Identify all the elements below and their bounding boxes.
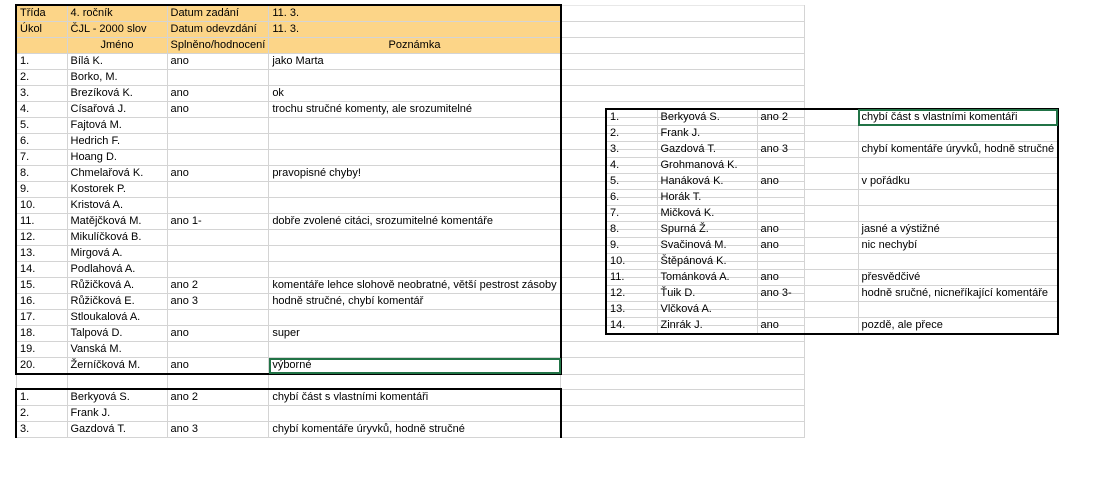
column-header-note[interactable]: Poznámka (269, 38, 561, 54)
row-number-cell[interactable]: 20. (16, 358, 67, 375)
note-cell[interactable] (269, 134, 561, 150)
cell-task-label[interactable]: Úkol (16, 22, 67, 38)
student-name-cell[interactable]: Gazdová T. (657, 142, 757, 158)
completed-cell[interactable]: ano 3 (167, 294, 269, 310)
row-number-cell[interactable]: 2. (606, 126, 657, 142)
cell-class-value[interactable]: 4. ročník (67, 5, 167, 22)
table-row (16, 86, 805, 102)
row-number-cell[interactable]: 4. (606, 158, 657, 174)
completed-cell[interactable]: ano 2 (757, 109, 858, 126)
row-number-cell[interactable]: 15. (16, 278, 67, 294)
row-number-cell[interactable]: 1. (16, 54, 67, 70)
completed-cell[interactable] (167, 70, 269, 86)
row-number-cell[interactable]: 12. (606, 286, 657, 302)
note-cell[interactable]: hodně sručné, nicneříkající komentáře (858, 286, 1058, 302)
completed-cell[interactable] (757, 158, 858, 174)
table-row (606, 238, 1058, 254)
note-cell[interactable] (269, 342, 561, 358)
note-cell[interactable] (858, 126, 1058, 142)
completed-cell[interactable] (167, 118, 269, 134)
table-row (606, 222, 1058, 238)
note-cell[interactable]: super (269, 326, 561, 342)
completed-cell[interactable]: ano (167, 54, 269, 70)
header-row-task (16, 22, 805, 38)
table-row (606, 286, 1058, 302)
row-number-cell[interactable]: 13. (606, 302, 657, 318)
empty-cell[interactable] (67, 374, 167, 389)
completed-cell[interactable] (757, 302, 858, 318)
student-name-cell[interactable]: Vlčková A. (657, 302, 757, 318)
student-name-cell[interactable]: Žerníčková M. (67, 358, 167, 375)
table-row (16, 70, 805, 86)
completed-cell[interactable] (757, 206, 858, 222)
completed-cell[interactable] (167, 198, 269, 214)
student-name-cell[interactable]: Horák T. (657, 190, 757, 206)
empty-cell[interactable] (561, 5, 805, 22)
student-name-cell[interactable]: Stloukalová A. (67, 310, 167, 326)
row-number-cell[interactable]: 8. (606, 222, 657, 238)
column-header-name[interactable]: Jméno (67, 38, 167, 54)
column-header-completed[interactable]: Splněno/hodnocení (167, 38, 269, 54)
student-name-cell[interactable]: Gazdová T. (67, 422, 167, 438)
empty-cell[interactable] (561, 358, 805, 375)
student-name-cell[interactable]: Borko, M. (67, 70, 167, 86)
note-cell[interactable] (269, 70, 561, 86)
table-row (606, 190, 1058, 206)
note-cell[interactable]: ok (269, 86, 561, 102)
completed-cell[interactable]: ano (167, 358, 269, 375)
student-name-cell[interactable]: Bílá K. (67, 54, 167, 70)
empty-cell[interactable] (561, 38, 805, 54)
student-name-cell[interactable]: Zinrák J. (657, 318, 757, 335)
completed-cell[interactable] (167, 150, 269, 166)
row-number-cell[interactable]: 7. (16, 150, 67, 166)
table-row (16, 342, 805, 358)
empty-cell[interactable] (561, 54, 805, 70)
note-cell[interactable] (269, 406, 561, 422)
table-row (16, 389, 805, 406)
student-name-cell[interactable]: Spurná Ž. (657, 222, 757, 238)
completed-cell[interactable]: ano 3 (757, 142, 858, 158)
completed-cell[interactable]: ano (167, 102, 269, 118)
note-cell[interactable]: pravopisné chyby! (269, 166, 561, 182)
table-row (606, 302, 1058, 318)
row-number-cell[interactable]: 2. (16, 70, 67, 86)
note-cell[interactable]: hodně stručné, chybí komentář (269, 294, 561, 310)
table-row (16, 358, 805, 375)
student-name-cell[interactable]: Mičková K. (657, 206, 757, 222)
completed-cell[interactable]: ano 1- (167, 214, 269, 230)
row-number-cell[interactable]: 14. (16, 262, 67, 278)
student-name-cell[interactable]: Svačinová M. (657, 238, 757, 254)
table-row (606, 174, 1058, 190)
student-name-cell[interactable]: Mirgová A. (67, 246, 167, 262)
table-row (16, 406, 805, 422)
column-header-number[interactable] (16, 38, 67, 54)
note-cell[interactable]: jasné a výstižné (858, 222, 1058, 238)
row-number-cell[interactable]: 18. (16, 326, 67, 342)
completed-cell[interactable]: ano (757, 270, 858, 286)
row-number-cell[interactable]: 17. (16, 310, 67, 326)
row-number-cell[interactable]: 3. (16, 86, 67, 102)
completed-cell[interactable]: ano (757, 318, 858, 335)
empty-cell[interactable] (269, 374, 561, 389)
completed-cell[interactable] (167, 182, 269, 198)
student-name-cell[interactable]: Matějčková M. (67, 214, 167, 230)
student-name-cell[interactable]: Berkyová S. (67, 389, 167, 406)
note-cell[interactable]: v pořádku (858, 174, 1058, 190)
completed-cell[interactable]: ano (757, 238, 858, 254)
row-number-cell[interactable]: 6. (606, 190, 657, 206)
completed-cell[interactable]: ano (167, 166, 269, 182)
student-name-cell[interactable]: Grohmanová K. (657, 158, 757, 174)
note-cell[interactable] (858, 206, 1058, 222)
student-name-cell[interactable]: Berkyová S. (657, 109, 757, 126)
student-name-cell[interactable]: Frank J. (657, 126, 757, 142)
note-cell[interactable] (269, 230, 561, 246)
row-number-cell[interactable]: 3. (606, 142, 657, 158)
note-cell[interactable]: chybí část s vlastními komentáři (269, 389, 561, 406)
completed-cell[interactable]: ano (167, 86, 269, 102)
row-number-cell[interactable]: 11. (606, 270, 657, 286)
header-row-class (16, 5, 805, 22)
empty-cell[interactable] (561, 86, 805, 102)
student-name-cell[interactable]: Brezíková K. (67, 86, 167, 102)
cell-task-value[interactable]: ČJL - 2000 slov (67, 22, 167, 38)
empty-cell[interactable] (561, 22, 805, 38)
row-number-cell[interactable]: 5. (606, 174, 657, 190)
empty-cell[interactable] (561, 70, 805, 86)
row-number-cell[interactable]: 11. (16, 214, 67, 230)
note-cell[interactable] (858, 158, 1058, 174)
completed-cell[interactable] (167, 406, 269, 422)
student-name-cell[interactable]: Ťuik D. (657, 286, 757, 302)
note-cell[interactable] (858, 302, 1058, 318)
completed-cell[interactable]: ano 3- (757, 286, 858, 302)
table-row (606, 158, 1058, 174)
student-name-cell[interactable]: Růžičková A. (67, 278, 167, 294)
completed-cell[interactable] (167, 262, 269, 278)
row-number-cell[interactable]: 1. (606, 109, 657, 126)
note-cell[interactable] (858, 190, 1058, 206)
row-number-cell[interactable]: 5. (16, 118, 67, 134)
row-number-cell[interactable]: 4. (16, 102, 67, 118)
student-name-cell[interactable]: Podlahová A. (67, 262, 167, 278)
empty-cell[interactable] (561, 406, 805, 422)
cell-class-label[interactable]: Třída (16, 5, 67, 22)
cell-date-assigned-value[interactable]: 11. 3. (269, 5, 561, 22)
row-number-cell[interactable]: 3. (16, 422, 67, 438)
student-name-cell[interactable]: Vanská M. (67, 342, 167, 358)
student-name-cell[interactable]: Hedrich F. (67, 134, 167, 150)
note-cell[interactable]: chybí komentáře úryvků, hodně stručné (269, 422, 561, 438)
cell-date-due-label[interactable]: Datum odevzdání (167, 22, 269, 38)
student-name-cell[interactable]: Císařová J. (67, 102, 167, 118)
student-name-cell[interactable]: Tománková A. (657, 270, 757, 286)
table-row (16, 422, 805, 438)
completed-cell[interactable]: ano (757, 222, 858, 238)
empty-cell[interactable] (561, 342, 805, 358)
note-cell[interactable]: nic nechybí (858, 238, 1058, 254)
completed-cell[interactable] (167, 230, 269, 246)
row-number-cell[interactable]: 10. (606, 254, 657, 270)
note-cell[interactable] (858, 254, 1058, 270)
student-name-cell[interactable]: Fajtová M. (67, 118, 167, 134)
note-cell[interactable] (269, 262, 561, 278)
completed-cell[interactable]: ano 2 (167, 278, 269, 294)
completed-cell[interactable]: ano 2 (167, 389, 269, 406)
row-number-cell[interactable]: 9. (606, 238, 657, 254)
student-name-cell[interactable]: Růžičková E. (67, 294, 167, 310)
row-number-cell[interactable]: 12. (16, 230, 67, 246)
right-spreadsheet (605, 108, 1059, 335)
table-row (16, 54, 805, 70)
cell-date-assigned-label[interactable]: Datum zadání (167, 5, 269, 22)
student-name-cell[interactable]: Hanáková K. (657, 174, 757, 190)
completed-cell[interactable] (167, 246, 269, 262)
note-cell[interactable]: komentáře lehce slohově neobratné, větší pestrost zásoby (269, 278, 561, 294)
table-row (606, 206, 1058, 222)
row-number-cell[interactable]: 6. (16, 134, 67, 150)
note-cell[interactable]: chybí komentáře úryvků, hodně stručné (858, 142, 1058, 158)
completed-cell[interactable]: ano (757, 174, 858, 190)
right-sheet-body (606, 109, 1058, 334)
table-row (606, 254, 1058, 270)
row-number-cell[interactable]: 7. (606, 206, 657, 222)
note-cell[interactable]: trochu stručné komenty, ale srozumitelné (269, 102, 561, 118)
note-cell[interactable]: pozdě, ale přece (858, 318, 1058, 335)
student-name-cell[interactable]: Hoang D. (67, 150, 167, 166)
note-cell[interactable]: výborné (269, 358, 561, 375)
row-number-cell[interactable]: 2. (16, 406, 67, 422)
student-name-cell[interactable]: Chmelařová K. (67, 166, 167, 182)
student-name-cell[interactable]: Štěpánová K. (657, 254, 757, 270)
empty-cell[interactable] (561, 374, 805, 389)
completed-cell[interactable]: ano (167, 326, 269, 342)
empty-cell[interactable] (561, 389, 805, 406)
note-cell[interactable]: dobře zvolené citáci, srozumitelné komentáře (269, 214, 561, 230)
row-number-cell[interactable]: 8. (16, 166, 67, 182)
note-cell[interactable] (269, 182, 561, 198)
row-number-cell[interactable]: 19. (16, 342, 67, 358)
note-cell[interactable] (269, 118, 561, 134)
note-cell[interactable]: jako Marta (269, 54, 561, 70)
column-header-row (16, 38, 805, 54)
completed-cell[interactable] (757, 254, 858, 270)
blank-row (16, 374, 805, 389)
completed-cell[interactable]: ano 3 (167, 422, 269, 438)
empty-cell[interactable] (561, 422, 805, 438)
row-number-cell[interactable]: 16. (16, 294, 67, 310)
student-name-cell[interactable]: Kristová A. (67, 198, 167, 214)
completed-cell[interactable] (757, 126, 858, 142)
empty-cell[interactable] (16, 374, 67, 389)
row-number-cell[interactable]: 9. (16, 182, 67, 198)
student-name-cell[interactable]: Mikulíčková B. (67, 230, 167, 246)
table-row (606, 318, 1058, 335)
table-row (606, 142, 1058, 158)
note-cell[interactable]: přesvědčivé (858, 270, 1058, 286)
row-number-cell[interactable]: 1. (16, 389, 67, 406)
table-row (606, 270, 1058, 286)
completed-cell[interactable] (757, 190, 858, 206)
empty-cell[interactable] (167, 374, 269, 389)
note-cell[interactable] (269, 246, 561, 262)
completed-cell[interactable] (167, 342, 269, 358)
student-name-cell[interactable]: Frank J. (67, 406, 167, 422)
cell-date-due-value[interactable]: 11. 3. (269, 22, 561, 38)
note-cell[interactable] (269, 198, 561, 214)
student-name-cell[interactable]: Kostorek P. (67, 182, 167, 198)
table-row (606, 126, 1058, 142)
completed-cell[interactable] (167, 310, 269, 326)
row-number-cell[interactable]: 14. (606, 318, 657, 335)
table-row (606, 109, 1058, 126)
student-name-cell[interactable]: Talpová D. (67, 326, 167, 342)
note-cell[interactable] (269, 310, 561, 326)
note-cell[interactable]: chybí část s vlastními komentáři (858, 109, 1058, 126)
completed-cell[interactable] (167, 134, 269, 150)
row-number-cell[interactable]: 13. (16, 246, 67, 262)
note-cell[interactable] (269, 150, 561, 166)
row-number-cell[interactable]: 10. (16, 198, 67, 214)
